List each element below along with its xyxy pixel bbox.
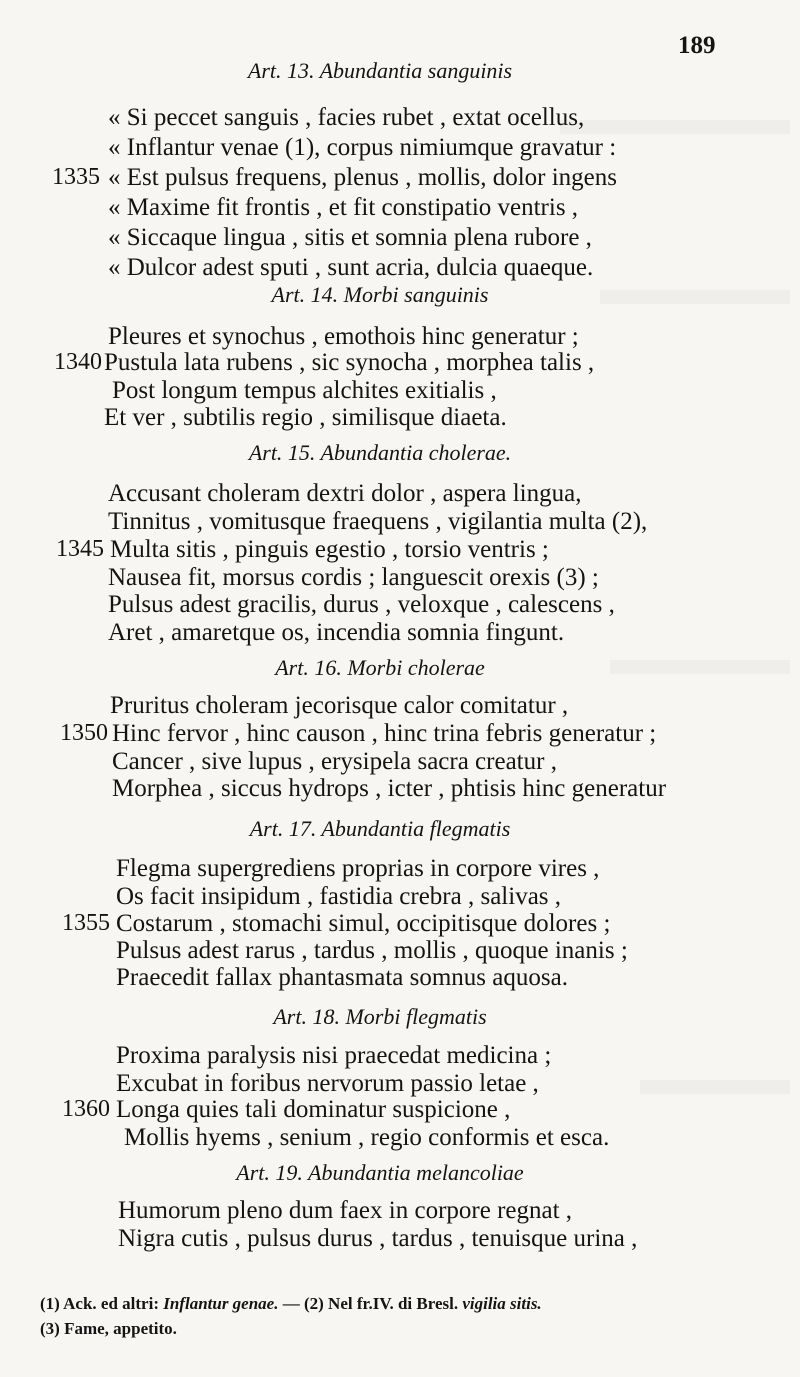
line-number: 1350: [60, 720, 108, 746]
page-number: 189: [678, 32, 716, 59]
verse-line: Pustula lata rubens , sic synocha , morphea talis ,: [104, 349, 595, 376]
line-number: 1340: [54, 349, 102, 375]
footnote-variant: vigilia sitis.: [462, 1294, 542, 1313]
verse-line: Morphea , siccus hydrops , icter , phtisis hinc generatur: [112, 775, 667, 802]
verse-line: Costarum , stomachi simul, occipitisque dolores ;: [116, 910, 611, 937]
verse-line: « Maxime fit frontis , et fit constipatio ventris ,: [108, 194, 579, 221]
line-number: 1360: [62, 1096, 110, 1122]
verse-line: Pulsus adest gracilis, durus , veloxque , calescens ,: [108, 591, 615, 618]
verse-line: Cancer , sive lupus , erysipela sacra creatur ,: [112, 748, 557, 775]
verse-line: Pruritus choleram jecorisque calor comitatur ,: [110, 692, 569, 719]
verse-line: Post longum tempus alchites exitialis ,: [112, 377, 497, 404]
footnote-variant: Inflantur genae.: [163, 1294, 279, 1313]
verse-line: Longa quies tali dominatur suspicione ,: [116, 1096, 511, 1123]
verse-line: Flegma supergrediens proprias in corpore vires ,: [116, 855, 600, 882]
verse-line: « Siccaque lingua , sitis et somnia plena rubore ,: [108, 224, 592, 251]
section-heading: Art. 14. Morbi sanguinis: [271, 282, 489, 307]
verse-line: Excubat in foribus nervorum passio letae ,: [116, 1070, 539, 1097]
verse-line: Praecedit fallax phantasmata somnus aquosa.: [116, 964, 568, 991]
verse-line: « Est pulsus frequens, plenus , mollis, dolor ingens: [108, 164, 617, 191]
verse-line: Pleures et synochus , emothois hinc generatur ;: [108, 323, 579, 350]
footnote-3: (3) Fame, appetito.: [40, 1319, 177, 1338]
section-heading: Art. 13. Abundantia sanguinis: [247, 58, 513, 83]
verse-line: Nausea fit, morsus cordis ; languescit orexis (3) ;: [108, 564, 599, 591]
footnote-text: — (2) Nel fr.IV. di Bresl.: [278, 1294, 463, 1313]
verse-line: Accusant choleram dextri dolor , aspera lingua,: [108, 480, 582, 507]
verse-line: Proxima paralysis nisi praecedat medicina ;: [116, 1042, 552, 1069]
verse-line: Pulsus adest rarus , tardus , mollis , quoque inanis ;: [116, 937, 628, 964]
verse-line: Multa sitis , pinguis egestio , torsio ventris ;: [110, 536, 549, 563]
verse-line: Nigra cutis , pulsus durus , tardus , tenuisque urina ,: [118, 1225, 638, 1252]
section-heading: Art. 19. Abundantia melancoliae: [236, 1160, 524, 1185]
verse-line: Aret , amaretque os, incendia somnia fingunt.: [108, 619, 565, 646]
section-heading: Art. 17. Abundantia flegmatis: [249, 816, 511, 841]
verse-line: Humorum pleno dum faex in corpore regnat ,: [118, 1197, 573, 1224]
line-number: 1335: [52, 164, 100, 190]
footnote-1-2: [40, 1294, 542, 1314]
footnote-text: (1) Ack. ed altri:: [40, 1294, 164, 1313]
section-heading: Art. 16. Morbi cholerae: [275, 655, 485, 680]
verse-line: « Dulcor adest sputi , sunt acria, dulcia quaeque.: [108, 254, 594, 281]
verse-line: Tinnitus , vomitusque fraequens , vigilantia multa (2),: [108, 508, 648, 535]
verse-line: « Si peccet sanguis , facies rubet , extat ocellus,: [108, 104, 585, 131]
verse-line: Os facit insipidum , fastidia crebra , salivas ,: [116, 883, 562, 910]
verse-line: Mollis hyems , senium , regio conformis et esca.: [124, 1124, 610, 1151]
line-number: 1355: [62, 910, 110, 936]
section-heading: Art. 15. Abundantia cholerae.: [248, 440, 512, 465]
verse-line: « Inflantur venae (1), corpus nimiumque gravatur :: [108, 134, 617, 161]
line-number: 1345: [56, 536, 104, 562]
verse-line: Et ver , subtilis regio , similisque diaeta.: [104, 404, 507, 431]
verse-line: Hinc fervor , hinc causon , hinc trina febris generatur ;: [112, 720, 657, 747]
section-heading: Art. 18. Morbi flegmatis: [273, 1004, 487, 1029]
